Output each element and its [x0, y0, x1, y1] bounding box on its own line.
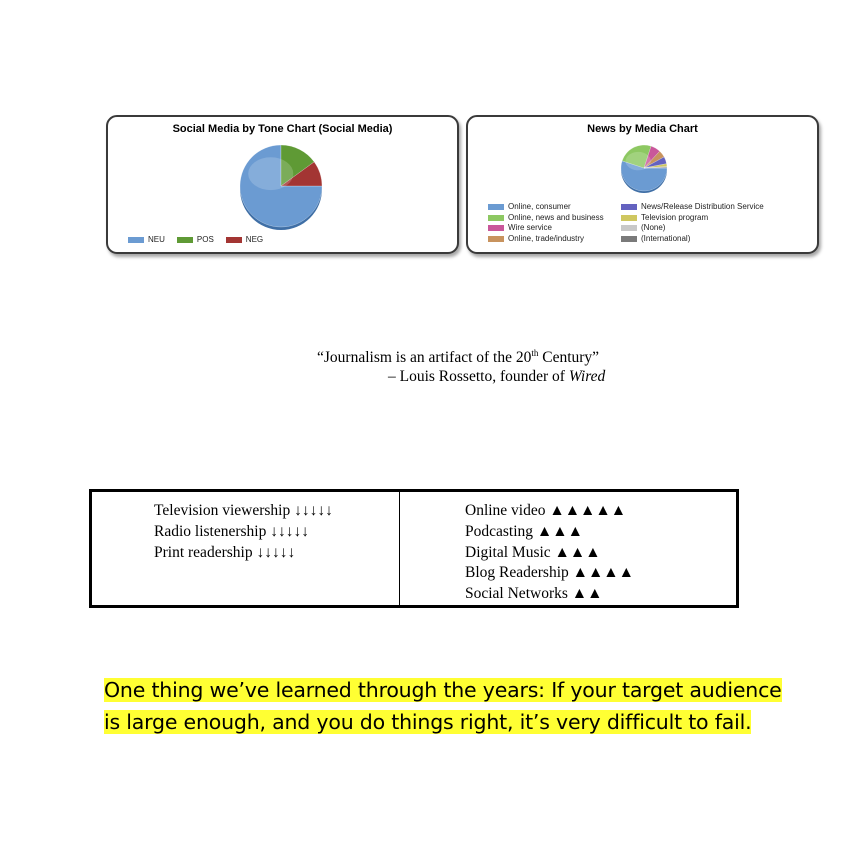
- media-legend-label: Wire service: [508, 223, 553, 232]
- tone-chart-title: Social Media by Tone Chart (Social Media): [172, 123, 393, 135]
- media-legend-swatch: [488, 225, 504, 231]
- media-legend-label: (International): [641, 233, 691, 243]
- media-legend-label: Online, news and business: [508, 212, 604, 222]
- tone-legend-swatch: [226, 237, 242, 243]
- media-legend-label: News/Release Distribution Service: [641, 202, 764, 211]
- media-legend-label: (None): [641, 223, 666, 232]
- tone-chart-panel: [106, 115, 459, 254]
- media-chart-panel: [466, 115, 819, 254]
- media-legend-item-international: [621, 234, 781, 245]
- tone-legend-swatch: [177, 237, 193, 243]
- declining-media-row: Television viewership ↓↓↓↓↓: [154, 502, 333, 519]
- tone-legend-label: NEU: [148, 235, 165, 244]
- tone-pie-highlight: [248, 157, 293, 190]
- media-legend-item-none: [621, 223, 781, 234]
- media-legend-label: Television program: [641, 212, 709, 222]
- tone-legend: [128, 235, 263, 244]
- quote-block: [317, 344, 605, 386]
- media-legend-item-news-release-distribution-service: [621, 202, 781, 213]
- quote-text: “Journalism is an artifact of the 20th Century”: [317, 348, 600, 367]
- media-legend-swatch: [621, 215, 637, 221]
- media-legend-label: Online, trade/industry: [508, 233, 585, 243]
- rising-media-row: Online video ▲▲▲▲▲: [465, 502, 627, 519]
- quote-attribution: – Louis Rossetto, founder of Wired: [388, 368, 606, 386]
- media-chart-title: News by Media Chart: [587, 123, 698, 135]
- media-pie: [618, 143, 672, 197]
- media-legend-item-wire-service: [488, 223, 621, 234]
- media-trends-table: [89, 489, 739, 608]
- tone-pie: [236, 143, 326, 233]
- rising-media-column: [400, 492, 736, 605]
- rising-media-row: Blog Readership ▲▲▲▲: [465, 564, 634, 582]
- media-legend-item-online-trade-industry: [488, 234, 621, 245]
- closing-statement: [104, 674, 854, 738]
- media-legend-swatch: [621, 236, 637, 242]
- rising-media-row: Social Networks ▲▲: [465, 585, 603, 603]
- declining-media-column: [92, 492, 400, 605]
- tone-legend-label: NEG: [245, 235, 264, 244]
- closing-line-2: is large enough, and you do things right, it’s very difficult to fail.: [104, 710, 752, 734]
- media-legend-label: Online, consumer: [508, 202, 571, 211]
- media-pie-highlight: [626, 152, 651, 170]
- tone-legend-label: POS: [196, 235, 214, 244]
- media-legend-item-online-consumer: [488, 202, 621, 213]
- media-legend-swatch: [621, 204, 637, 210]
- tone-legend-item-neu: [128, 235, 165, 244]
- media-legend-swatch: [488, 215, 504, 221]
- media-legend: [488, 202, 781, 244]
- tone-legend-item-pos: [177, 235, 214, 244]
- media-legend-item-television-program: [621, 213, 781, 224]
- rising-media-row: Podcasting ▲▲▲: [465, 522, 583, 540]
- media-legend-swatch: [621, 225, 637, 231]
- media-legend-item-online-news-and-business: [488, 213, 621, 224]
- media-legend-swatch: [488, 204, 504, 210]
- closing-line-1: One thing we’ve learned through the years: If your target audience: [104, 678, 782, 702]
- tone-legend-item-neg: [226, 235, 263, 244]
- tone-legend-swatch: [128, 237, 144, 243]
- rising-media-row: Digital Music ▲▲▲: [465, 543, 601, 561]
- declining-media-row: Print readership ↓↓↓↓↓: [154, 543, 296, 561]
- declining-media-row: Radio listenership ↓↓↓↓↓: [154, 522, 309, 540]
- media-legend-swatch: [488, 236, 504, 242]
